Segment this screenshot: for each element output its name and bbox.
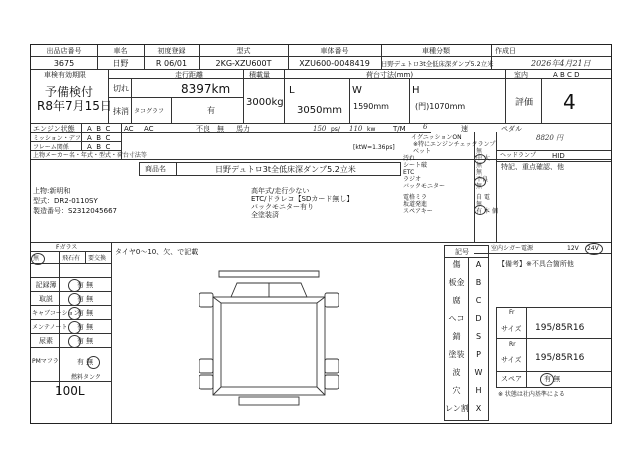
body-serial: 製造番号：S2312045667	[33, 207, 117, 215]
row-maintenance: メンテノート	[32, 324, 68, 331]
interior-options: A B C D	[553, 71, 580, 79]
value-H: (門)1070mm	[415, 102, 466, 111]
row-urea: 尿素	[39, 337, 53, 345]
engine-grades: A B C	[87, 125, 111, 133]
label-maker: 車名	[113, 47, 128, 55]
bullet-3: バックモニター有り	[251, 203, 314, 211]
label-chip: 飛石有	[62, 255, 81, 262]
label-tire-size-fr: サイズ	[501, 325, 522, 333]
value-mileage: 8397km	[181, 82, 231, 96]
inspection-sheet	[30, 44, 612, 424]
label-engine: エンジン状態	[33, 125, 75, 133]
tire-note: タイヤ0～10、欠、で記載	[115, 248, 199, 256]
value-capacity: 3000kg	[246, 97, 284, 108]
row-manual: 取説	[39, 295, 53, 303]
label-created: 作成日	[495, 47, 516, 55]
label-mission: ミッション・デフ	[33, 135, 81, 142]
label-model-code: 型式	[236, 47, 251, 55]
legend-list: 傷 A 板金 B 腐 C へコ D 錆 S 塗装 P 波 W 穴 H レン割 X	[445, 260, 483, 413]
bullet-2: ETC/ドラレコ【SDカード無し】	[251, 195, 354, 203]
label-first-reg: 初度登録	[157, 47, 186, 55]
label-replace: 要交換	[88, 255, 107, 262]
gross-ratio: [ktW=1.36ps]	[353, 144, 395, 151]
value-score: 4	[563, 90, 576, 114]
value-tag: 有	[207, 106, 215, 115]
value-fuel: 無	[217, 125, 224, 133]
value-cigar-24: 24V	[587, 245, 599, 252]
label-power: 馬力	[236, 125, 250, 133]
row-manual-value: 有 無	[76, 295, 94, 303]
label-H: H	[412, 85, 420, 96]
label-switch: 切れ	[113, 84, 129, 93]
truck-top-view-diagram	[199, 263, 339, 413]
equip-values: 無 中 大 無 無 不良 無 自 電 無 有 本 個	[476, 148, 498, 215]
mission-grades: A B C	[87, 134, 111, 142]
value-cigar-12: 12V	[567, 245, 579, 252]
product-bullets	[251, 187, 353, 219]
value-tm: 6	[423, 123, 428, 131]
value-created: 2026年4月21日	[531, 59, 591, 68]
row-caution: キャブコーション	[32, 310, 80, 317]
value-grade: 日野デュトロ3t全低床深ダンプ5.2立米	[381, 60, 494, 68]
value-W: 1590mm	[353, 102, 389, 111]
remark-label: 【備考】※不具合箇所他	[498, 260, 574, 268]
label-product: 商品名	[145, 165, 166, 173]
value-chassis: XZU600-0048419	[299, 59, 370, 68]
label-pedal: ペダル	[501, 125, 522, 133]
frame-grades: A B C	[87, 143, 111, 151]
label-tm: T/M	[393, 125, 406, 133]
value-power: 150	[313, 125, 327, 133]
row-log-value: 有 無	[76, 281, 94, 289]
label-spare: スペア	[501, 375, 522, 383]
check-none: 無	[33, 255, 40, 262]
label-frame: フレーム関係	[33, 144, 69, 151]
value-head-lamp: HID	[552, 152, 565, 160]
bullet-4: 全塗装済	[251, 211, 279, 219]
label-cancel: 抹消	[113, 107, 129, 116]
label-grade: 車種分類	[422, 47, 450, 55]
value-inspection-date: R8年7月15日	[37, 99, 112, 113]
label-inspection: 車検有効期限	[44, 71, 86, 79]
label-chassis: 車体番号	[320, 47, 349, 55]
equip-subtitle: ※特にエンジンチェックランプ	[413, 141, 496, 148]
label-head-lamp: ヘッドランプ	[500, 152, 537, 159]
label-tag: タコグラフ	[134, 108, 165, 115]
label-note: 上物メーカー名・年式・型式・荷台寸法等	[33, 152, 147, 159]
label-tire-fr: Fr	[509, 309, 515, 316]
value-product-name: 日野デュトロ3t全低床深ダンプ5.2立米	[215, 165, 356, 174]
label-speed: 速	[461, 125, 468, 133]
body-type: 型式：DR2-0110SY	[33, 197, 98, 205]
label-score: 評価	[515, 98, 534, 108]
unit-power: ps/	[331, 126, 340, 133]
label-capacity: 積載量	[249, 71, 270, 79]
row-maintenance-value: 有 無	[76, 323, 94, 331]
value-spare: 有 無	[544, 375, 561, 383]
label-ac-sub: AC	[144, 125, 154, 133]
equip-title: イグニッションON	[411, 134, 462, 141]
label-special-note: 特記、重点確認、他	[501, 163, 564, 171]
label-tire-rr: Rr	[509, 341, 516, 348]
label-cigar: 室内シガー電源	[491, 245, 534, 252]
value-fuel-tank: 100L	[55, 384, 85, 398]
value-first-reg: R 06/01	[155, 59, 188, 68]
disclaimer: ※ 状態は社内基準による	[498, 391, 565, 398]
label-ac: AC	[124, 125, 134, 133]
label-W: W	[352, 85, 362, 96]
value-dealer-no: 3675	[53, 59, 75, 68]
row-pm-muffler: PMマフラ	[32, 358, 59, 365]
label-L: L	[289, 85, 295, 96]
label-fuel-tank: 燃料タンク	[71, 374, 101, 381]
value-torque: 110	[349, 125, 363, 133]
label-interior: 室内	[514, 71, 528, 79]
label-tire-size-rr: サイズ	[501, 356, 522, 364]
bullet-1: 高年式/走行少ない	[251, 187, 310, 195]
unit-torque: kw	[367, 126, 376, 133]
body-maker: 上物:新明和	[33, 187, 71, 195]
value-pedal: 8820 円	[536, 134, 564, 142]
label-f-glass: Fガラス	[56, 244, 78, 251]
row-log: 記録簿	[35, 281, 57, 289]
row-caution-value: 有 無	[76, 309, 94, 317]
label-bed-size: 荷台寸法(mm)	[366, 71, 414, 79]
label-fuel: 不良	[196, 125, 210, 133]
equip-list: ベット 汚れ シート破 ETC ラジオ バックモニター 電格ミラ 坂道発進 スペアキー	[403, 148, 446, 215]
value-tire-fr: 195/85R16	[535, 323, 585, 333]
value-maker: 日野	[112, 59, 129, 68]
label-mileage: 走行距離	[175, 71, 203, 79]
value-tire-rr: 195/85R16	[535, 353, 585, 363]
legend-title: 記号	[455, 248, 469, 256]
value-inspection: 予備検付	[45, 85, 94, 99]
label-dealer-no: 出品店番号	[46, 47, 82, 55]
row-pm-muffler-value: 有 無	[76, 358, 94, 366]
value-L: 3050mm	[297, 105, 342, 116]
row-urea-value: 有 無	[76, 337, 94, 345]
value-model-code: 2KG-XZU600T	[215, 59, 272, 68]
